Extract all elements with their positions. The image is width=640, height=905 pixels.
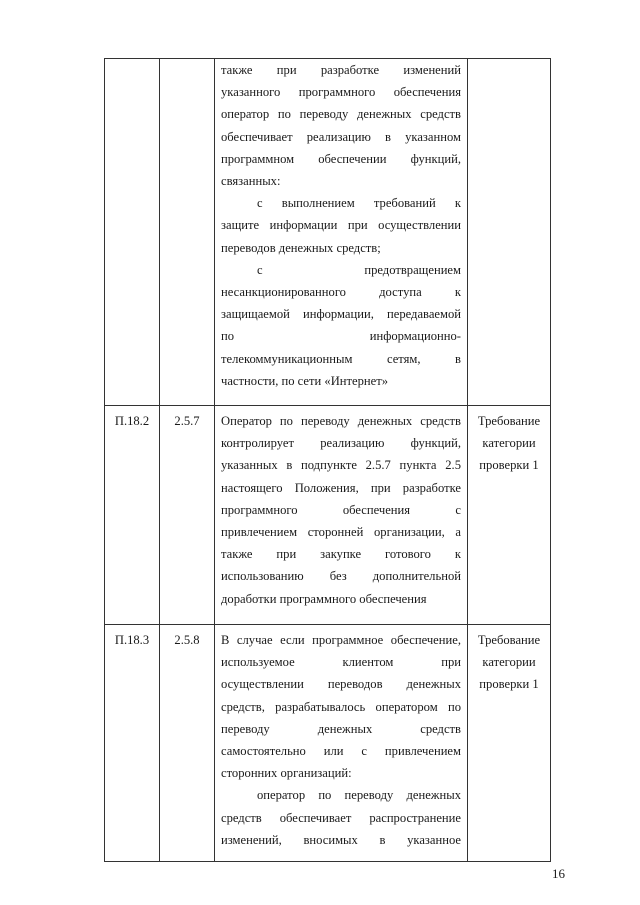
page-number: 16 <box>552 866 565 881</box>
requirement-text-cell <box>215 406 468 625</box>
requirements-table <box>104 58 551 862</box>
text-line: также при закупке готового к <box>221 547 461 562</box>
text-line: с выполнением требований к <box>257 196 461 211</box>
text-line: настоящего Положения, при разработке <box>221 480 461 495</box>
text-line: доработки программного обеспечения <box>221 591 427 606</box>
reference-cell <box>160 406 215 625</box>
reference-number: 2.5.8 <box>174 633 200 647</box>
text-line: переводов денежных средств; <box>221 240 381 255</box>
category-cell <box>468 59 551 406</box>
category-cell <box>468 625 551 862</box>
text-line: с предотвращением <box>257 262 461 277</box>
category-line: категории <box>482 655 536 670</box>
requirement-text-cell <box>215 625 468 862</box>
text-line: также при разработке изменений <box>221 63 461 77</box>
category-cell <box>468 406 551 625</box>
reference-number: 2.5.7 <box>174 414 200 428</box>
table-row <box>105 625 551 862</box>
text-line: изменений, вносимых в указанное <box>221 832 461 847</box>
text-line: защищаемой информации, передаваемой <box>221 307 461 322</box>
reference-cell <box>160 625 215 862</box>
category-line: категории <box>482 436 536 451</box>
text-line: привлечением сторонней организации, а <box>221 525 461 540</box>
text-line: частности, по сети «Интернет» <box>221 373 389 388</box>
category-text <box>468 625 550 696</box>
category-text <box>468 406 550 477</box>
category-line: Требование <box>477 633 541 647</box>
text-line: по информационно- <box>221 329 461 344</box>
requirement-text-cell <box>215 59 468 406</box>
category-line: проверки 1 <box>479 677 539 692</box>
text-line: использованию без дополнительной <box>221 569 461 584</box>
table-row <box>105 406 551 625</box>
text-line: обеспечивает реализацию в указанном <box>221 129 461 144</box>
clause-cell <box>105 625 160 862</box>
table-row <box>105 59 551 406</box>
text-line: контролирует реализацию функций, <box>221 436 461 451</box>
text-line: оператор по переводу денежных средств <box>221 107 461 122</box>
text-line: указанного программного обеспечения <box>221 85 461 100</box>
clause-number: П.18.2 <box>114 414 150 428</box>
text-line: программного обеспечения с <box>221 502 461 517</box>
text-line: В случае если программное обеспечение, <box>221 633 461 647</box>
text-line: оператор по переводу денежных <box>257 788 461 803</box>
clause-cell <box>105 59 160 406</box>
category-line: Требование <box>477 414 541 428</box>
text-line: Оператор по переводу денежных средств <box>221 414 461 428</box>
text-line: программном обеспечении функций, <box>221 151 461 166</box>
text-line: несанкционированного доступа к <box>221 285 461 300</box>
category-line: проверки 1 <box>479 458 539 473</box>
text-line: защите информации при осуществлении <box>221 218 461 233</box>
text-line: средств обеспечивает распространение <box>221 810 461 825</box>
text-line: самостоятельно или с привлечением <box>221 744 461 759</box>
text-line: сторонних организаций: <box>221 766 352 781</box>
text-line: средств, разрабатывалось оператором по <box>221 699 461 714</box>
text-line: связанных: <box>221 174 281 189</box>
text-line: осуществлении переводов денежных <box>221 677 461 692</box>
text-line: указанных в подпункте 2.5.7 пункта 2.5 <box>221 458 461 473</box>
clause-number: П.18.3 <box>114 633 150 647</box>
text-line: переводу денежных средств <box>221 721 461 736</box>
text-line: телекоммуникационным сетям, в <box>221 351 461 366</box>
text-line: используемое клиентом при <box>221 655 461 670</box>
clause-cell <box>105 406 160 625</box>
reference-cell <box>160 59 215 406</box>
